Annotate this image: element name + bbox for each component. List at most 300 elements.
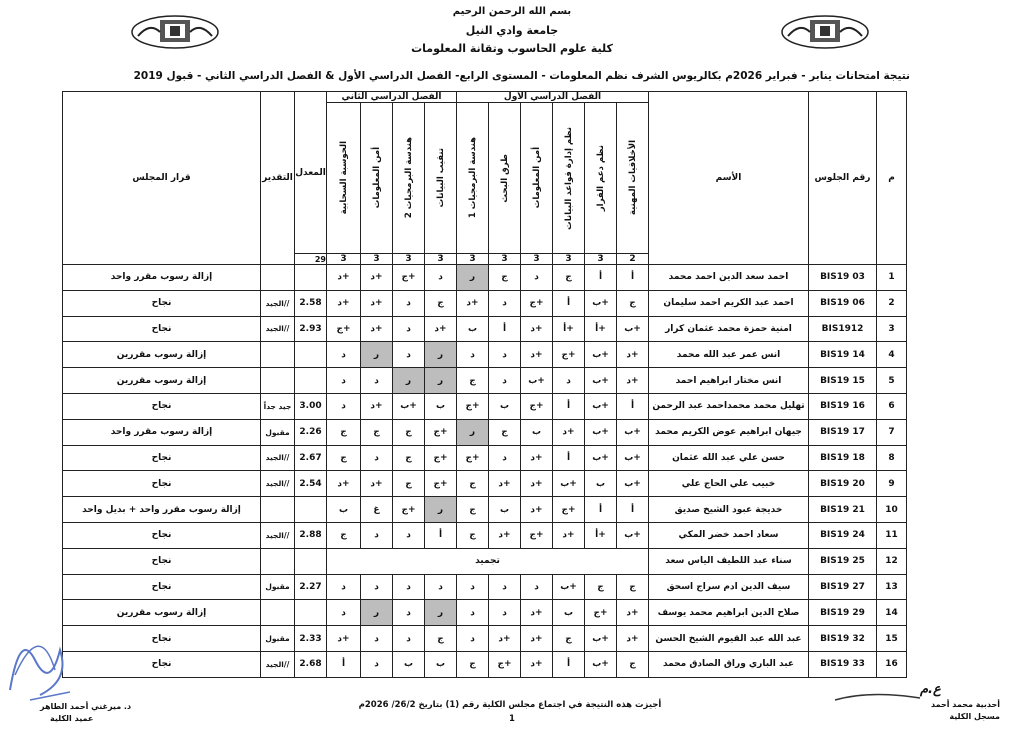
grade-value: ب+ <box>617 316 649 342</box>
grade-value: د+ <box>361 290 393 316</box>
grade-value: أ <box>553 651 585 677</box>
grade-value: ج <box>327 445 361 471</box>
grade-cell <box>261 368 295 394</box>
grade-value: ج+ <box>553 497 585 523</box>
grade-value: د <box>489 342 521 368</box>
grade-value: ب+ <box>585 626 617 652</box>
grade-cell <box>261 497 295 523</box>
row-index: 15 <box>877 626 907 652</box>
grade-value: د <box>393 316 425 342</box>
row-index: 6 <box>877 393 907 419</box>
grade-value: د <box>521 574 553 600</box>
grade-value: ج+ <box>425 471 457 497</box>
grade-value: ب <box>521 419 553 445</box>
grade-value: د+ <box>327 265 361 291</box>
grade-value: د <box>327 368 361 394</box>
course-header <box>489 103 521 254</box>
student-name: انس عمر عبد الله محمد <box>649 342 809 368</box>
total-credits: 29 <box>295 254 327 265</box>
grade-cell: جيد جداً <box>261 393 295 419</box>
grade-value: ج <box>457 471 489 497</box>
grade-value: ج+ <box>457 445 489 471</box>
table-row <box>63 290 907 316</box>
grade-cell: الجيد// <box>261 290 295 316</box>
student-name: عبد الله عبد القيوم الشيخ الحسن <box>649 626 809 652</box>
row-index: 8 <box>877 445 907 471</box>
grade-value: ج+ <box>489 651 521 677</box>
grade-value: ب+ <box>617 471 649 497</box>
grade-value: د <box>393 290 425 316</box>
decision-cell: إزالة رسوب مقررين <box>63 600 261 626</box>
grade-value: د <box>553 368 585 394</box>
grade-value: ج <box>457 497 489 523</box>
student-name: امنية حمزة محمد عثمان كرار <box>649 316 809 342</box>
row-index: 2 <box>877 290 907 316</box>
decision-cell: نجاح <box>63 574 261 600</box>
row-index: 16 <box>877 651 907 677</box>
grade-value: ر <box>425 600 457 626</box>
dean-signature-stamp <box>0 600 95 710</box>
grade-value: أ <box>585 497 617 523</box>
grade-value: ج <box>489 265 521 291</box>
course-header <box>393 103 425 254</box>
grade-value: ب+ <box>585 651 617 677</box>
grade-cell: الجيد// <box>261 651 295 677</box>
student-name: سعاد احمد خضر المكي <box>649 522 809 548</box>
grade-value: د+ <box>489 626 521 652</box>
grade-cell: مقبول <box>261 574 295 600</box>
grade-value: ب+ <box>585 368 617 394</box>
grade-value: ج <box>585 574 617 600</box>
grade-value: د <box>521 265 553 291</box>
grade-value: د <box>327 393 361 419</box>
student-name: خديجة عبود الشيخ صديق <box>649 497 809 523</box>
grade-value: د+ <box>617 342 649 368</box>
grade-value: ج+ <box>425 445 457 471</box>
grade-value: د <box>457 342 489 368</box>
student-name: تهليل محمد محمداحمد عبد الرحمن <box>649 393 809 419</box>
gpa-cell <box>295 265 327 291</box>
table-row <box>63 445 907 471</box>
decision-cell: إزالة رسوب مقررين <box>63 342 261 368</box>
dean-name: د. ميرغني أحمد الطاهر <box>40 702 132 711</box>
row-index: 7 <box>877 419 907 445</box>
grade-value: أ <box>489 316 521 342</box>
credit-hours: 2 <box>617 254 649 265</box>
gpa-cell: 2.26 <box>295 419 327 445</box>
grade-value: ر <box>457 419 489 445</box>
grade-value: د <box>457 574 489 600</box>
grade-value: د+ <box>521 600 553 626</box>
university-logo-right <box>780 14 870 50</box>
grade-cell <box>261 548 295 574</box>
grade-value: أ <box>617 497 649 523</box>
grade-value: ب+ <box>585 445 617 471</box>
grade-value: ب <box>585 471 617 497</box>
gpa-cell <box>295 342 327 368</box>
credit-hours: 3 <box>425 254 457 265</box>
grade-value: د+ <box>361 471 393 497</box>
student-name: سناء عبد اللطيف الياس سعد <box>649 548 809 574</box>
grade-value: ب+ <box>585 393 617 419</box>
grade-value: أ <box>585 265 617 291</box>
sem1-title: الفصل الدراسي الأول <box>457 92 649 103</box>
grade-value: د+ <box>489 522 521 548</box>
gpa-cell <box>295 548 327 574</box>
gpa-cell: 2.88 <box>295 522 327 548</box>
col-index-header: م <box>877 92 907 265</box>
grade-value: د <box>361 574 393 600</box>
grade-value: ب <box>425 393 457 419</box>
grade-value: أ <box>553 445 585 471</box>
bismillah: بسم الله الرحمن الرحيم <box>452 6 572 17</box>
row-index: 12 <box>877 548 907 574</box>
grade-value: ب <box>489 393 521 419</box>
gpa-cell <box>295 368 327 394</box>
decision-cell: نجاح <box>63 548 261 574</box>
row-index: 3 <box>877 316 907 342</box>
grade-value: د <box>327 342 361 368</box>
result-title: نتيجة امتحانات ينابر - فبراير 2026م بكالريوس الشرف نظم المعلومات - المستوى الرابع- الفصل الدراسي الأول & الفصل الدراسي الثاني - قبول 2019 <box>133 70 910 82</box>
course-name: هندسة البرمجيات 2 <box>403 137 414 219</box>
grade-value: ب <box>489 497 521 523</box>
grade-value: ب+ <box>393 393 425 419</box>
student-name: سيف الدين ادم سراج اسحق <box>649 574 809 600</box>
grade-value: د+ <box>457 290 489 316</box>
course-header <box>521 103 553 254</box>
grade-cell: مقبول <box>261 419 295 445</box>
col-seat-header: رقم الجلوس <box>809 92 877 265</box>
course-name: أمن المعلومات <box>531 147 542 209</box>
grade-value: ج+ <box>553 342 585 368</box>
seat-number: BIS19 18 <box>809 445 877 471</box>
grade-value: ر <box>425 497 457 523</box>
registrar-name: أحدبية محمد أحمد <box>930 700 1000 709</box>
grade-value: ب+ <box>553 471 585 497</box>
grade-value: ج <box>617 574 649 600</box>
grade-value: د <box>393 522 425 548</box>
student-name: جيهان ابراهيم عوض الكريم محمد <box>649 419 809 445</box>
grade-value: ج+ <box>327 316 361 342</box>
grade-value: أ <box>617 265 649 291</box>
grade-value: ج <box>617 651 649 677</box>
grade-value: د <box>393 574 425 600</box>
grade-value: ر <box>361 342 393 368</box>
grade-value: ب <box>393 651 425 677</box>
university-name: جامعة وادي النيل <box>465 24 559 37</box>
grade-value: أ <box>425 522 457 548</box>
grade-cell: الجيد// <box>261 471 295 497</box>
credit-hours: 3 <box>521 254 553 265</box>
seat-number: BIS19 29 <box>809 600 877 626</box>
seat-number: BIS19 17 <box>809 419 877 445</box>
seat-number: BIS19 27 <box>809 574 877 600</box>
decision-cell: نجاح <box>63 393 261 419</box>
college-name: كلية علوم الحاسوب وتقانة المعلومات <box>411 42 613 55</box>
course-header <box>553 103 585 254</box>
col-name-header: الأسم <box>649 92 809 265</box>
grade-value: د+ <box>521 342 553 368</box>
credit-hours: 3 <box>361 254 393 265</box>
gpa-cell <box>295 600 327 626</box>
row-index: 9 <box>877 471 907 497</box>
grade-value: د <box>457 626 489 652</box>
grade-value: د <box>361 626 393 652</box>
table-row <box>63 471 907 497</box>
grade-value: د+ <box>521 316 553 342</box>
university-logo-left <box>130 14 220 50</box>
credit-hours: 3 <box>585 254 617 265</box>
grade-value: أ <box>553 290 585 316</box>
grade-value: ج <box>361 419 393 445</box>
grade-value: أ+ <box>585 522 617 548</box>
grade-value: ب+ <box>585 419 617 445</box>
grade-value: ج <box>457 368 489 394</box>
grade-value: أ <box>617 393 649 419</box>
grade-value: د <box>489 445 521 471</box>
grade-value: غ <box>361 497 393 523</box>
grade-value: د+ <box>425 316 457 342</box>
course-header <box>585 103 617 254</box>
approval-statement: أجيزت هذه النتيجة في اجتماع مجلس الكلية رقم (1) بتاريخ 26/2/ 2026م <box>358 700 662 710</box>
seat-number: BIS1912 <box>809 316 877 342</box>
decision-cell: نجاح <box>63 626 261 652</box>
grade-value: د+ <box>521 445 553 471</box>
grade-value: ب <box>327 497 361 523</box>
grade-value: ج <box>617 290 649 316</box>
grade-value: د <box>425 574 457 600</box>
grade-value: د+ <box>617 626 649 652</box>
grade-value: د <box>361 445 393 471</box>
credit-hours: 3 <box>489 254 521 265</box>
decision-cell: إزالة رسوب مقرر واحد <box>63 419 261 445</box>
grade-value: د+ <box>617 368 649 394</box>
grade-value: ب+ <box>617 419 649 445</box>
grade-value: ج+ <box>585 600 617 626</box>
grade-value: د+ <box>553 419 585 445</box>
decision-cell: نجاح <box>63 290 261 316</box>
grade-value: د+ <box>521 471 553 497</box>
gpa-cell: 2.33 <box>295 626 327 652</box>
grade-value: ج+ <box>521 522 553 548</box>
grade-value: أ+ <box>553 316 585 342</box>
table-row <box>63 522 907 548</box>
grade-value: ر <box>425 342 457 368</box>
grade-value: أ <box>327 651 361 677</box>
decision-cell: إزالة رسوب مقررين <box>63 368 261 394</box>
grade-value: ر <box>361 600 393 626</box>
decision-cell: نجاح <box>63 471 261 497</box>
grade-value: د+ <box>361 316 393 342</box>
seat-number: BIS19 24 <box>809 522 877 548</box>
table-row <box>63 626 907 652</box>
grade-value: ر <box>425 368 457 394</box>
grade-value: ب <box>457 316 489 342</box>
grade-value: ج <box>553 626 585 652</box>
course-name: هندسة البرمجيات 1 <box>467 137 478 219</box>
grade-value: ج <box>393 471 425 497</box>
course-header <box>457 103 489 254</box>
credit-hours: 3 <box>457 254 489 265</box>
student-name: احمد عبد الكريم احمد سليمان <box>649 290 809 316</box>
course-header <box>361 103 393 254</box>
table-row <box>63 497 907 523</box>
table-row <box>63 548 907 574</box>
row-index: 14 <box>877 600 907 626</box>
student-name: خبيب علي الحاج علي <box>649 471 809 497</box>
grade-value: د <box>425 265 457 291</box>
table-row <box>63 574 907 600</box>
grade-value: ج+ <box>393 265 425 291</box>
grade-value: د+ <box>327 626 361 652</box>
row-index: 4 <box>877 342 907 368</box>
seat-number: BIS19 14 <box>809 342 877 368</box>
col-gpa-header: المعدل <box>295 92 327 254</box>
grade-value: د+ <box>327 290 361 316</box>
results-table <box>62 91 907 678</box>
grade-value: أ+ <box>585 316 617 342</box>
grade-value: د+ <box>521 497 553 523</box>
table-row <box>63 651 907 677</box>
grade-value: ج <box>425 290 457 316</box>
table-row <box>63 419 907 445</box>
grade-value: د <box>489 290 521 316</box>
seat-number: BIS19 06 <box>809 290 877 316</box>
grade-value: ب+ <box>617 522 649 548</box>
grade-value: د+ <box>553 522 585 548</box>
seat-number: BIS19 33 <box>809 651 877 677</box>
grade-value: د <box>361 651 393 677</box>
course-header <box>327 103 361 254</box>
registrar-title: مسجل الكلية <box>949 712 1000 721</box>
course-name: الأخلاقيات المهنية <box>627 140 638 216</box>
header-row-semesters <box>63 92 907 103</box>
grade-value: د <box>327 600 361 626</box>
seat-number: BIS19 21 <box>809 497 877 523</box>
student-name: انس مختار ابراهيم احمد <box>649 368 809 394</box>
grade-cell: الجيد// <box>261 522 295 548</box>
gpa-cell: 2.93 <box>295 316 327 342</box>
grade-value: ج+ <box>521 393 553 419</box>
seat-number: BIS19 20 <box>809 471 877 497</box>
row-index: 11 <box>877 522 907 548</box>
grade-value: ب+ <box>521 368 553 394</box>
grade-value: د+ <box>361 393 393 419</box>
grade-value: ج <box>457 522 489 548</box>
handwritten-note: ع.م <box>920 682 941 697</box>
grade-value: أ <box>553 393 585 419</box>
seat-number: BIS19 32 <box>809 626 877 652</box>
decision-cell: نجاح <box>63 522 261 548</box>
row-index: 13 <box>877 574 907 600</box>
student-name: حسن علي عبد الله عثمان <box>649 445 809 471</box>
gpa-cell: 2.27 <box>295 574 327 600</box>
grade-value: د+ <box>361 265 393 291</box>
table-row <box>63 393 907 419</box>
grade-value: د+ <box>521 626 553 652</box>
registrar-signature <box>830 690 940 735</box>
course-name: نظم دعم القرار <box>595 144 606 212</box>
frozen-cell: تجميد <box>327 548 649 574</box>
gpa-cell: 2.68 <box>295 651 327 677</box>
dean-title: عميد الكلية <box>50 714 94 723</box>
grade-cell: مقبول <box>261 626 295 652</box>
row-index: 1 <box>877 265 907 291</box>
table-row <box>63 342 907 368</box>
grade-cell <box>261 342 295 368</box>
gpa-cell: 2.67 <box>295 445 327 471</box>
row-index: 5 <box>877 368 907 394</box>
grade-value: ج+ <box>425 419 457 445</box>
decision-cell: نجاح <box>63 316 261 342</box>
grade-value: د <box>489 574 521 600</box>
grade-value: د <box>393 626 425 652</box>
grade-value: ب <box>553 600 585 626</box>
grade-value: ج+ <box>521 290 553 316</box>
seat-number: BIS19 15 <box>809 368 877 394</box>
grade-value: ب+ <box>617 445 649 471</box>
grade-value: ج <box>327 419 361 445</box>
gpa-cell: 2.58 <box>295 290 327 316</box>
student-name: عبد الباري وراق الصادق محمد <box>649 651 809 677</box>
grade-value: ب+ <box>553 574 585 600</box>
decision-cell: إزالة رسوب مقرر واحد <box>63 265 261 291</box>
col-grade-header: التقدير <box>261 92 295 265</box>
grade-value: د <box>327 574 361 600</box>
grade-value: ج+ <box>457 393 489 419</box>
seat-number: BIS19 25 <box>809 548 877 574</box>
grade-value: ر <box>393 368 425 394</box>
seat-number: BIS19 16 <box>809 393 877 419</box>
sem2-title: الفصل الدراسي الثاني <box>327 92 457 103</box>
grade-cell: الجيد// <box>261 445 295 471</box>
grade-value: ر <box>457 265 489 291</box>
col-decision-header: قرار المجلس <box>63 92 261 265</box>
grade-value: د+ <box>521 651 553 677</box>
grade-value: د <box>489 368 521 394</box>
course-header <box>617 103 649 254</box>
gpa-cell <box>295 497 327 523</box>
table-row <box>63 368 907 394</box>
grade-value: د <box>361 522 393 548</box>
course-name: الحوسبة السحابية <box>338 141 349 215</box>
grade-value: د+ <box>617 600 649 626</box>
table-row <box>63 316 907 342</box>
grade-value: د <box>361 368 393 394</box>
grade-value: د+ <box>327 471 361 497</box>
grade-cell: الجيد// <box>261 316 295 342</box>
course-name: نظم إدارة قواعد البيانات <box>563 126 574 230</box>
grade-value: ج <box>553 265 585 291</box>
grade-value: ج <box>393 445 425 471</box>
grade-value: د <box>457 600 489 626</box>
grade-value: د <box>393 342 425 368</box>
credit-hours: 3 <box>327 254 361 265</box>
gpa-cell: 3.00 <box>295 393 327 419</box>
grade-value: د+ <box>489 471 521 497</box>
grade-value: ج <box>393 419 425 445</box>
grade-value: ب+ <box>585 290 617 316</box>
grade-cell <box>261 600 295 626</box>
decision-cell: نجاح <box>63 651 261 677</box>
credit-hours: 3 <box>553 254 585 265</box>
credit-hours: 3 <box>393 254 425 265</box>
course-name: أمن المعلومات <box>371 147 382 209</box>
student-name: صلاح الدين ابراهيم محمد يوسف <box>649 600 809 626</box>
grade-value: ب <box>425 651 457 677</box>
grade-value: ج <box>457 651 489 677</box>
decision-cell: نجاح <box>63 445 261 471</box>
